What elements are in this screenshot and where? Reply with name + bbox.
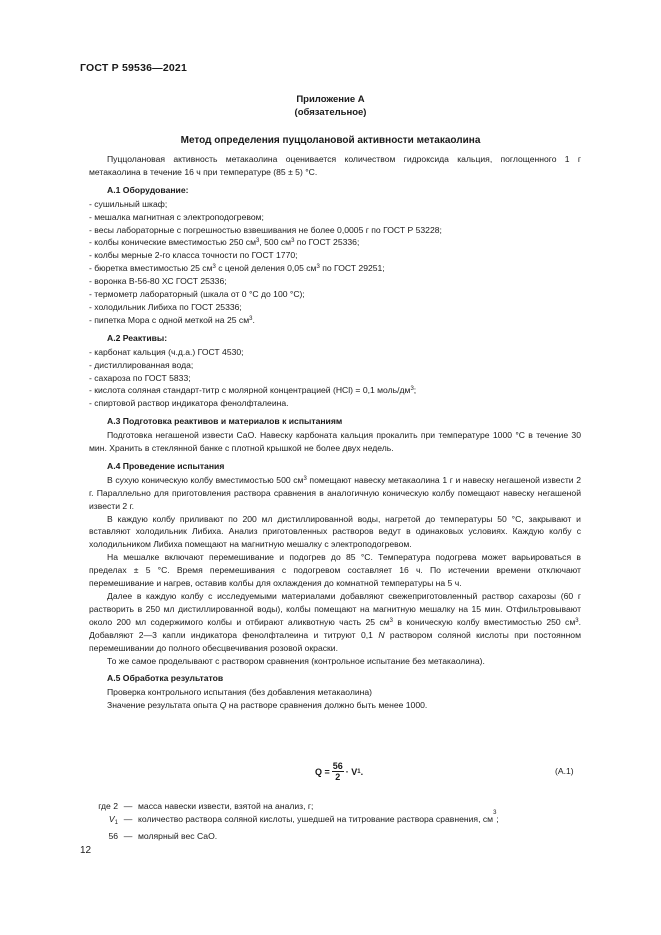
list-item: - спиртовой раствор индикатора фенолфталеина.: [89, 398, 289, 409]
list-item: - воронка В-56-80 ХС ГОСТ 25336;: [89, 276, 227, 287]
definition-row: 56 — молярный вес СаО.: [108, 831, 218, 841]
list-item: - сушильный шкаф;: [89, 198, 168, 209]
appendix-title: Приложение А: [296, 94, 365, 105]
section-a5-paragraph: Значение результата опыта Q на растворе сравнения должно быть менее 1000.: [107, 700, 428, 711]
section-a4-paragraph: На мешалке включают перемешивание и подогрев до 85 °С. Температура подогрева может варьироваться в пределах ± 5 °С. Время перемешивания с подогревом составляет 16 ч. По истечении времени отключают перемешивание и нагрев, оставив колбы для охлаждения до комнатной температуры на 5 ч.: [89, 552, 581, 589]
section-a5-paragraph: Проверка контрольного испытания (без добавления метакаолина): [107, 687, 373, 698]
reagents-list: [89, 346, 581, 411]
definition-row: где 2 — масса навески извести, взятой на анализ, г;: [98, 801, 314, 811]
equipment-list: [89, 198, 581, 327]
definition-row: $V_1$ — количество раствора соляной кислоты, ушедшей на титрование раствора сравнения, см 3 ;: [108, 810, 499, 826]
appendix-heading: [0, 93, 661, 119]
document-body: [89, 153, 581, 712]
list-item: - сахароза по ГОСТ 5833;: [89, 372, 191, 383]
list-item: - мешалка магнитная с электроподогревом;: [89, 211, 264, 222]
variable-definitions: [80, 800, 499, 843]
list-item: - холодильник Либиха по ГОСТ 25336;: [89, 301, 242, 312]
section-a5-heading: А.5 Обработка результатов: [107, 673, 224, 684]
intro-paragraph: Пуццолановая активность метакаолина оценивается количеством гидроксида кальция, поглощенного 1 г метакаолина в течение 16 ч при температуре (85 ± 5) °С.: [89, 154, 581, 177]
list-item: - весы лабораторные с погрешностью взвешивания не более 0,0005 г по ГОСТ Р 53228;: [89, 224, 442, 235]
section-a1-heading: А.1 Оборудование:: [107, 184, 189, 195]
list-item: - колбы мерные 2-го класса точности по ГОСТ 1770;: [89, 250, 298, 261]
method-title: Метод определения пуццолановой активности метакаолина: [180, 135, 481, 146]
section-a2-heading: А.2 Реактивы:: [107, 332, 168, 343]
page-number: 12: [80, 845, 92, 856]
list-item: - пипетка Мора с одной меткой на 25 $см^3$.: [89, 314, 255, 325]
list-item: - колбы конические вместимостью 250 $см^3$, 500 $см^3$ по ГОСТ 25336;: [89, 237, 360, 248]
standard-header: ГОСТ Р 59536—2021: [80, 62, 188, 74]
section-a4-paragraph: То же самое проделывают с раствором сравнения (контрольное испытание без метакаолина).: [107, 655, 485, 666]
section-a4-heading: А.4 Проведение испытания: [107, 460, 225, 471]
list-item: - кислота соляная стандарт-титр с молярной концентрацией (HCl) = 0,1 моль/$дм^3$;: [89, 385, 417, 396]
section-a3-heading: А.3 Подготовка реактивов и материалов к испытаниям: [107, 416, 343, 427]
section-a4-paragraph: В каждую колбу приливают по 200 мл дистиллированной воды, нагретой до температуры 50 °С, закрывают и вставляют холодильник Либиха. Анализ приготовленных растворов ведут в одинаковых условиях. Каждую колбу с холодильником Либиха помещают на магнитную мешалку с электроподогревом.: [89, 513, 581, 550]
section-a4-paragraph: В сухую коническую колбу вместимостью 500 $см^3$ помещают навеску метакаолина 1 г и навеску негашеной извести 2 г. Параллельно для приготовления раствора сравнения в аналогичную коническую колбу помещают навеску негашеной извести 2 г.: [89, 474, 581, 511]
list-item: - термометр лабораторный (шкала от 0 °С до 100 °С);: [89, 289, 305, 300]
list-item: - карбонат кальция (ч.д.а.) ГОСТ 4530;: [89, 346, 244, 357]
list-item: - бюретка вместимостью 25 $см^3$ с ценой деления 0,05 $см^3$ по ГОСТ 29251;: [89, 263, 385, 274]
appendix-status: (обязательное): [294, 107, 367, 118]
formula-a1: Q = $\frac{56}{2}$ · V 1 .: [315, 761, 364, 782]
formula-number: (А.1): [555, 766, 574, 776]
section-a4-paragraph: Далее в каждую колбу с исследуемыми материалами добавляют свежеприготовленный раствор сахарозы (60 г растворить в 250 мл дистиллированной воды), колбы помещают на магнитную мешалку на 15 мин. Отфильтровывают около 200 мл содержимого колбы и отбирают аликвотную часть 25 $см^3$ в коническую колбу вместимостью 250 $см^3$. Добавляют 2—3 капли индикатора фенолфталеина и титруют 0,1 N раствором соляной кислоты при постоянном перемешивании до полного обесцвечивания розовой окраски.: [89, 591, 581, 653]
list-item: - дистиллированная вода;: [89, 359, 194, 370]
section-a3-text: Подготовка негашеной извести СаО. Навеску карбоната кальция прокалить при температуре 1000 °С в течение 30 мин. Хранить в стеклянной банке с плотной крышкой не более двух недель.: [89, 430, 581, 454]
formula-fraction: $\frac{56}{2}$: [332, 761, 343, 782]
